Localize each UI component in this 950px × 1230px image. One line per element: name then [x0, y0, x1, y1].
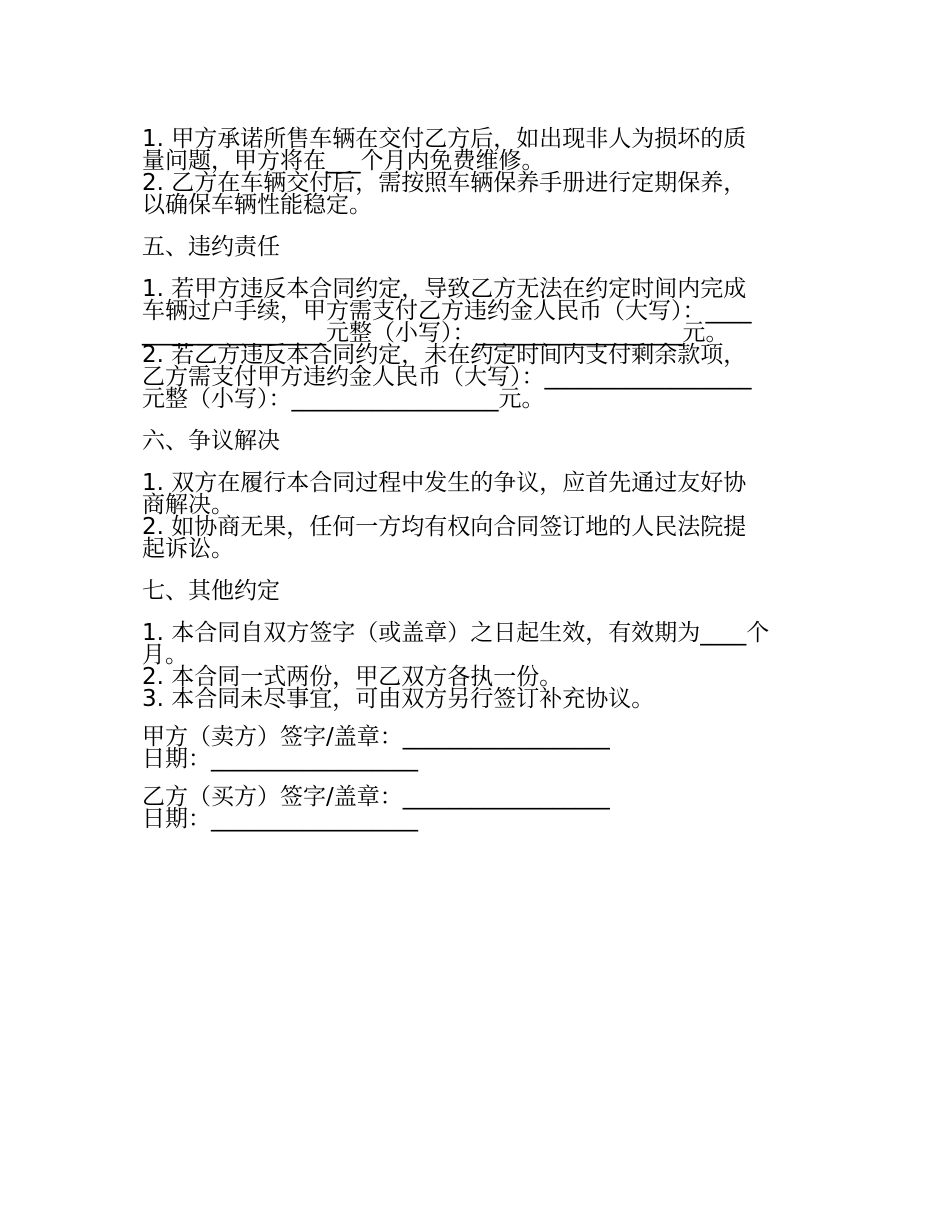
clause-line: 2. 本合同一式两份，甲乙双方各执一份。 [142, 664, 563, 690]
contract-page [142, 128, 812, 830]
clause-line: 1. 双方在履行本合同过程中发生的争议，应首先通过友好协 [142, 470, 747, 496]
party-a-signature-line: 甲方（卖方）签字/盖章：__________________ [142, 724, 610, 750]
clause-line: 2. 乙方在车辆交付后，需按照车辆保养手册进行定期保养， [142, 170, 747, 196]
section-heading-other: 七、其他约定 [142, 578, 280, 604]
clause-line: 月。 [142, 642, 188, 668]
other-clauses [142, 622, 812, 710]
breach-clauses [142, 278, 812, 410]
clause-line: 元整（小写）：__________________元。 [142, 386, 545, 412]
section-heading-breach: 五、违约责任 [142, 234, 280, 260]
clause-line: 乙方需支付甲方违约金人民币（大写）：__________________ [142, 364, 752, 390]
clause-line: 2. 如协商无果，任何一方均有权向合同签订地的人民法院提 [142, 514, 747, 540]
clause-line: 3. 本合同未尽事宜，可由双方另行签订补充协议。 [142, 686, 655, 712]
clause-line: 商解决。 [142, 492, 234, 518]
clause-line: 1. 本合同自双方签字（或盖章）之日起生效，有效期为____个 [142, 620, 770, 646]
clause-line: 1. 甲方承诺所售车辆在交付乙方后，如出现非人为损坏的质 [142, 126, 747, 152]
party-a-date-line: 日期：__________________ [142, 746, 418, 772]
clause-line: 以确保车辆性能稳定。 [142, 192, 372, 218]
clause-line: 量问题，甲方将在___个月内免费维修。 [142, 148, 545, 174]
clause-line: 1. 若甲方违反本合同约定，导致乙方无法在约定时间内完成 [142, 276, 747, 302]
clause-line: 2. 若乙方违反本合同约定，未在约定时间内支付剩余款项， [142, 342, 747, 368]
section-heading-dispute: 六、争议解决 [142, 428, 280, 454]
clause-line: ________________元整（小写）：__________________元。 [142, 320, 729, 346]
clause-line: 起诉讼。 [142, 536, 234, 562]
party-b-date-line: 日期：__________________ [142, 806, 418, 832]
signature-party-b [142, 786, 812, 830]
party-b-signature-line: 乙方（买方）签字/盖章：__________________ [142, 784, 610, 810]
dispute-clauses [142, 472, 812, 560]
signature-party-a [142, 726, 812, 770]
warranty-clauses [142, 128, 812, 216]
clause-line: 车辆过户手续，甲方需支付乙方违约金人民币（大写）：____ [142, 298, 752, 324]
